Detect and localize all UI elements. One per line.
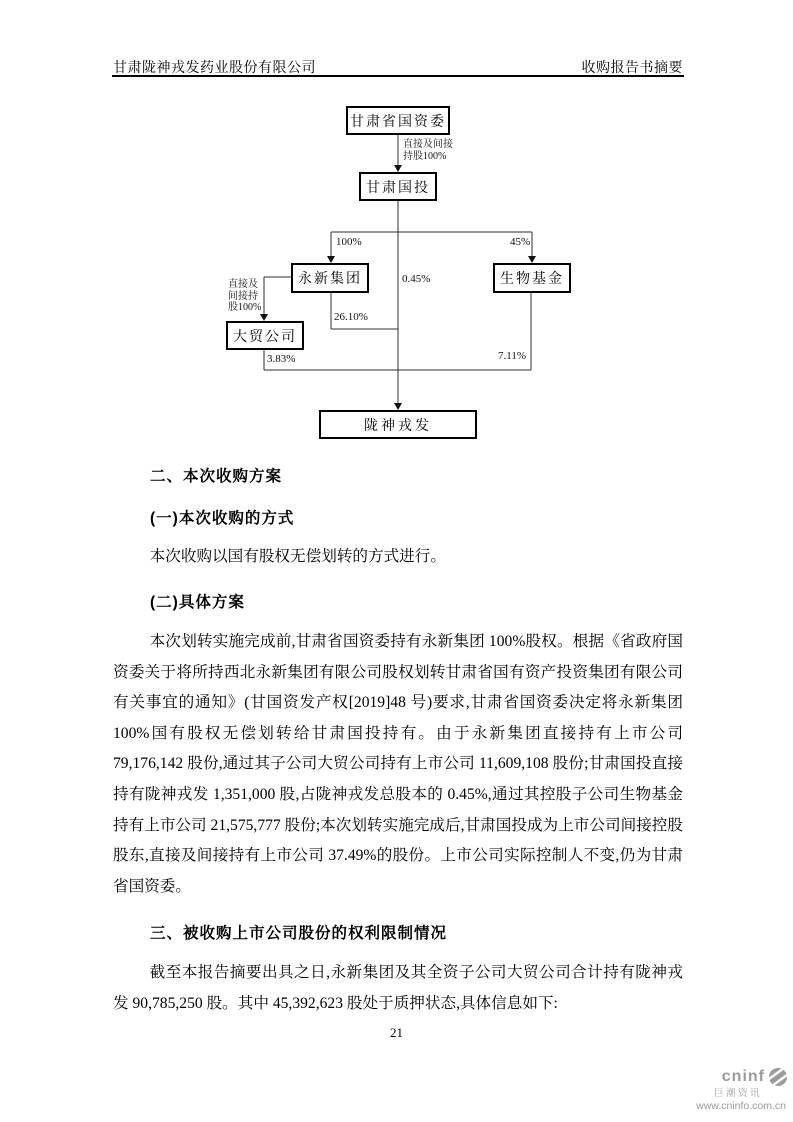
- org-node-gansu-sasac: 甘肃省国资委: [346, 106, 450, 135]
- cninfo-watermark: [658, 1067, 788, 1112]
- label-pct-7-11: 7.11%: [498, 350, 527, 362]
- org-node-damao-company: 大贸公司: [226, 321, 304, 350]
- paragraph-share-restrictions: 截至本报告摘要出具之日,永新集团及其全资子公司大贸公司合计持有陇神戎发 90,785,250 股。其中 45,392,623 股处于质押状态,具体信息如下:: [113, 964, 683, 1012]
- org-node-longshen-rongfa: 陇神戎发: [319, 410, 477, 439]
- label-direct-indirect-100pct: 直接及间接 持股100%: [403, 139, 453, 162]
- label-pct-100: 100%: [336, 236, 362, 248]
- paragraph-acquisition-mode: 本次收购以国有股权无偿划转的方式进行。: [149, 548, 446, 565]
- page-number: 21: [390, 1025, 403, 1040]
- label-pct-26-10: 26.10%: [334, 311, 368, 323]
- label-pct-0-45: 0.45%: [402, 273, 431, 285]
- header-rule: [112, 75, 684, 77]
- org-node-bio-fund: 生物基金: [493, 263, 571, 293]
- subsection-title-specific-scheme: (二)具体方案: [150, 594, 245, 611]
- cninfo-logo-text: cninf: [721, 1068, 765, 1085]
- org-node-gansu-guotou: 甘肃国投: [359, 172, 437, 201]
- section-title-acquisition-plan: 二、本次收购方案: [150, 468, 283, 485]
- label-direct-indirect-100pct-left: 直接及 间接持 股100%: [228, 279, 262, 313]
- header-doc-title: 收购报告书摘要: [581, 61, 683, 76]
- cninfo-logo-icon: [768, 1067, 788, 1087]
- header-company-name: 甘肃陇神戎发药业股份有限公司: [113, 61, 316, 76]
- paragraph-specific-scheme: 本次划转实施完成前,甘肃省国资委持有永新集团 100%股权。根据《省政府国资委关于将所持西北永新集团有限公司股权划转甘肃省国有资产投资集团有限公司有关事宜的通知》(甘国资发产权[2019]48 号)要求,甘肃省国资委决定将永新集团 100%国有股权无偿划转给甘肃国投持有。由于永新集团直接持有上市公司 79,176,142 股份,通过其子公司大贸公司持有上市公司 11,609,108 股份;甘肃国投直接持有陇神戎发 1,351,000 股,占陇神戎发总股本的 0.45%,通过其控股子公司生物基金持有上市公司 21,575,777 股份;本次划转实施完成后,甘肃国投成为上市公司间接控股股东,直接及间接持有上市公司 37.49%的股份。上市公司实际控制人不变,仍为甘肃省国资委。: [113, 633, 683, 895]
- section-title-share-restrictions: 三、被收购上市公司股份的权利限制情况: [150, 925, 448, 942]
- page-header: [113, 57, 683, 77]
- org-node-yongxin-group: 永新集团: [291, 263, 369, 293]
- ownership-structure-diagram: [190, 95, 610, 455]
- cninfo-logo-subtitle: 巨潮资讯: [713, 1088, 762, 1099]
- label-pct-3-83: 3.83%: [267, 353, 296, 365]
- cninfo-logo-url: www.cninfo.com.cn: [696, 1100, 786, 1112]
- subsection-title-acquisition-mode: (一)本次收购的方式: [150, 510, 295, 527]
- label-pct-45: 45%: [510, 236, 531, 248]
